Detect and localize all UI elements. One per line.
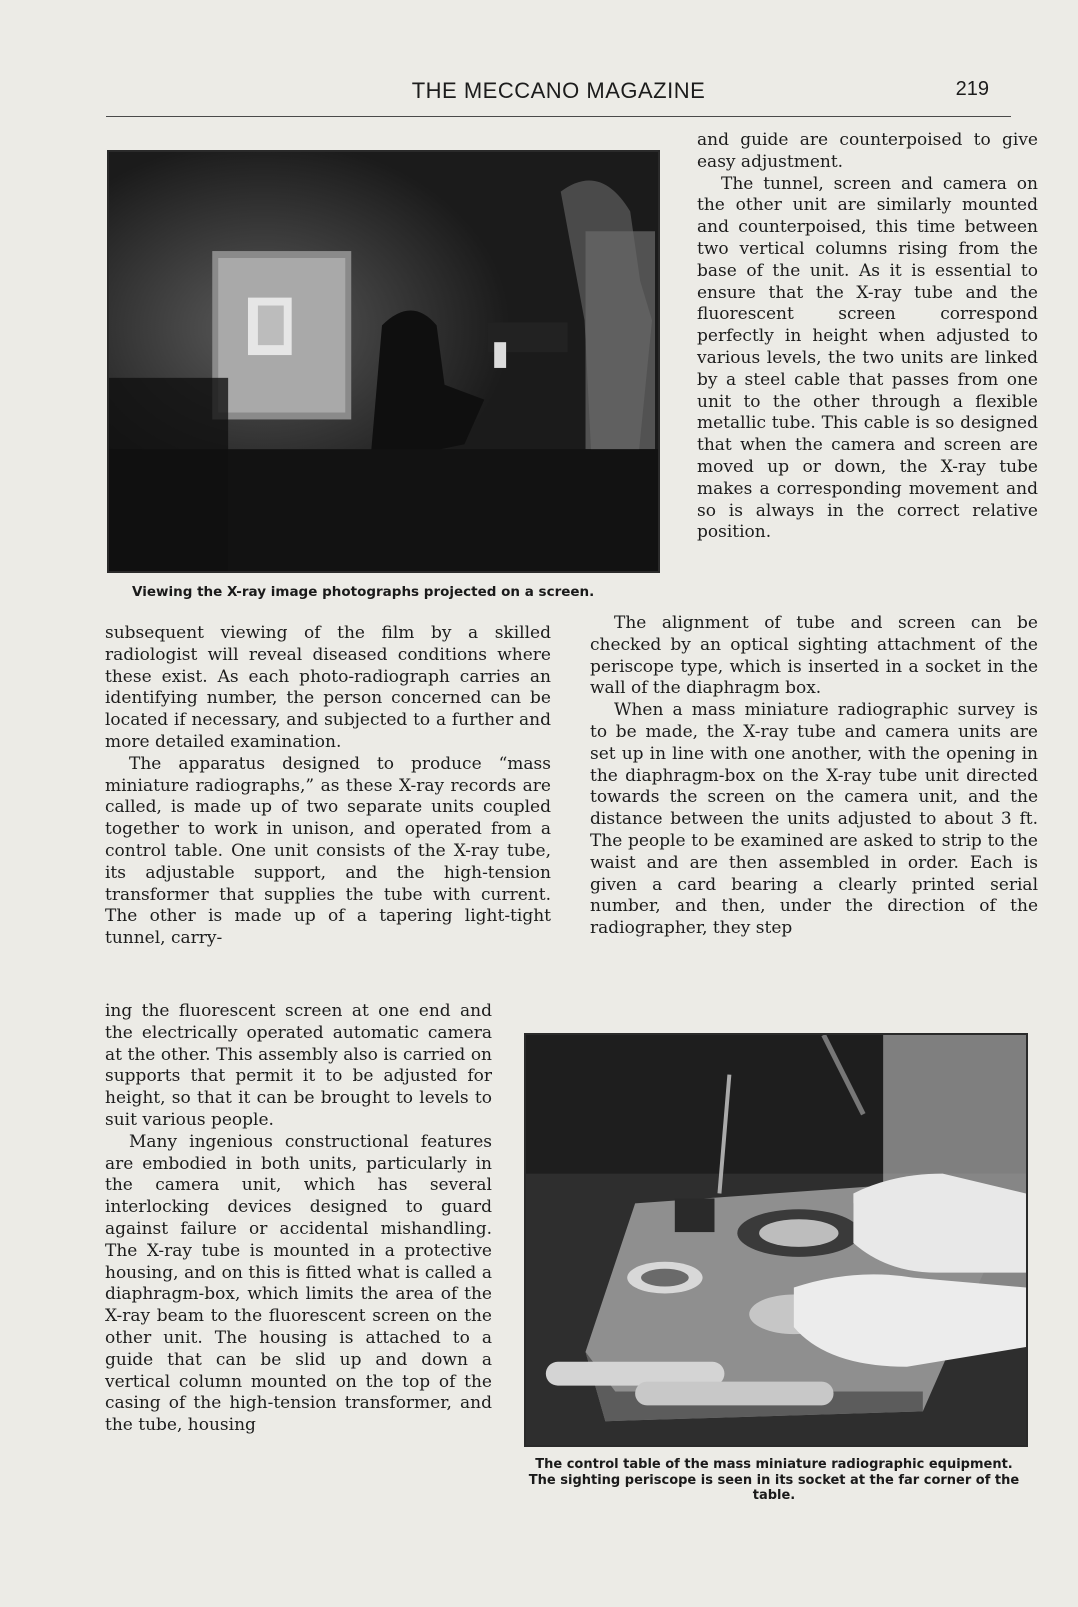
right-column-top-text <box>697 130 1038 544</box>
left-column-mid-text <box>105 623 551 950</box>
paragraph: When a mass miniature radiographic survey is to be made, the X-ray tube and camera units are set up in line with one another, with the opening in the diaphragm-box on the X-ray tube unit directed towards the screen on the camera unit, and the distance between the units adjusted to about 3 ft. The people to be examined are asked to strip to the waist and are then assembled in order. Each is given a card bearing a clearly printed serial number, and then, under the direction of the radiographer, they step <box>590 700 1038 939</box>
top-figure-caption: Viewing the X-ray image photographs projected on a screen. <box>132 584 595 600</box>
header-rule <box>106 116 1011 117</box>
paragraph: and guide are counterpoised to give easy adjustment. <box>697 130 1038 172</box>
left-column-bottom-text <box>105 1001 492 1437</box>
paragraph: ing the fluorescent screen at one end and the electrically operated automatic camera at the other. This assembly also is carried on supports that permit it to be adjusted for height, so that it can be brought to levels to suit various people. <box>105 1001 492 1130</box>
paragraph: subsequent viewing of the film by a skilled radiologist will reveal diseased conditions where these exist. As each photo-radiograph carries an identifying number, the person concerned can be located if necessary, and subjected to a further and more detailed examination. <box>105 623 551 752</box>
bottom-figure-caption: The control table of the mass miniature radiographic equipment. The sighting periscope is seen in its socket at the far corner of the table. <box>528 1457 1020 1503</box>
control-table-photo <box>524 1033 1028 1447</box>
paragraph: Many ingenious constructional features are embodied in both units, particularly in the camera unit, which has several interlocking devices designed to guard against failure or accidental mishandling. The X-ray tube is mounted in a protective housing, and on this is fitted what is called a diaphragm-box, which limits the area of the X-ray beam to the fluorescent screen on the other unit. The housing is attached to a guide that can be slid up and down a vertical column mounted on the top of the casing of the high-tension transformer, and the tube, housing <box>105 1131 492 1436</box>
paragraph: The alignment of tube and screen can be checked by an optical sighting attachment of the periscope type, which is inserted in a socket in the wall of the diaphragm box. <box>590 613 1038 699</box>
page-number: 219 <box>955 78 989 100</box>
paragraph: The tunnel, screen and camera on the other unit are similarly mounted and counterpoised, this time between two vertical columns rising from the base of the unit. As it is essential to ensure that the X-ray tube and the fluorescent screen correspond perfectly in height when adjusted to various levels, the two units are linked by a steel cable that passes from one unit to the other through a flexible metallic tube. This cable is so designed that when the camera and screen are moved up or down, the X-ray tube makes a corresponding movement and so is always in the correct relative position. <box>697 173 1038 543</box>
page-header <box>106 78 1011 108</box>
xray-viewing-photo <box>107 150 660 573</box>
paragraph: The apparatus designed to produce “mass miniature radiographs,” as these X-ray records are called, is made up of two separate units coupled together to work in unison, and operated from a control table. One unit consists of the X-ray tube, its adjustable support, and the high-tension transformer that supplies the tube with current. The other is made up of a tapering light-tight tunnel, carry- <box>105 753 551 949</box>
right-column-mid-text <box>590 613 1038 940</box>
magazine-title: THE MECCANO MAGAZINE <box>411 78 706 103</box>
